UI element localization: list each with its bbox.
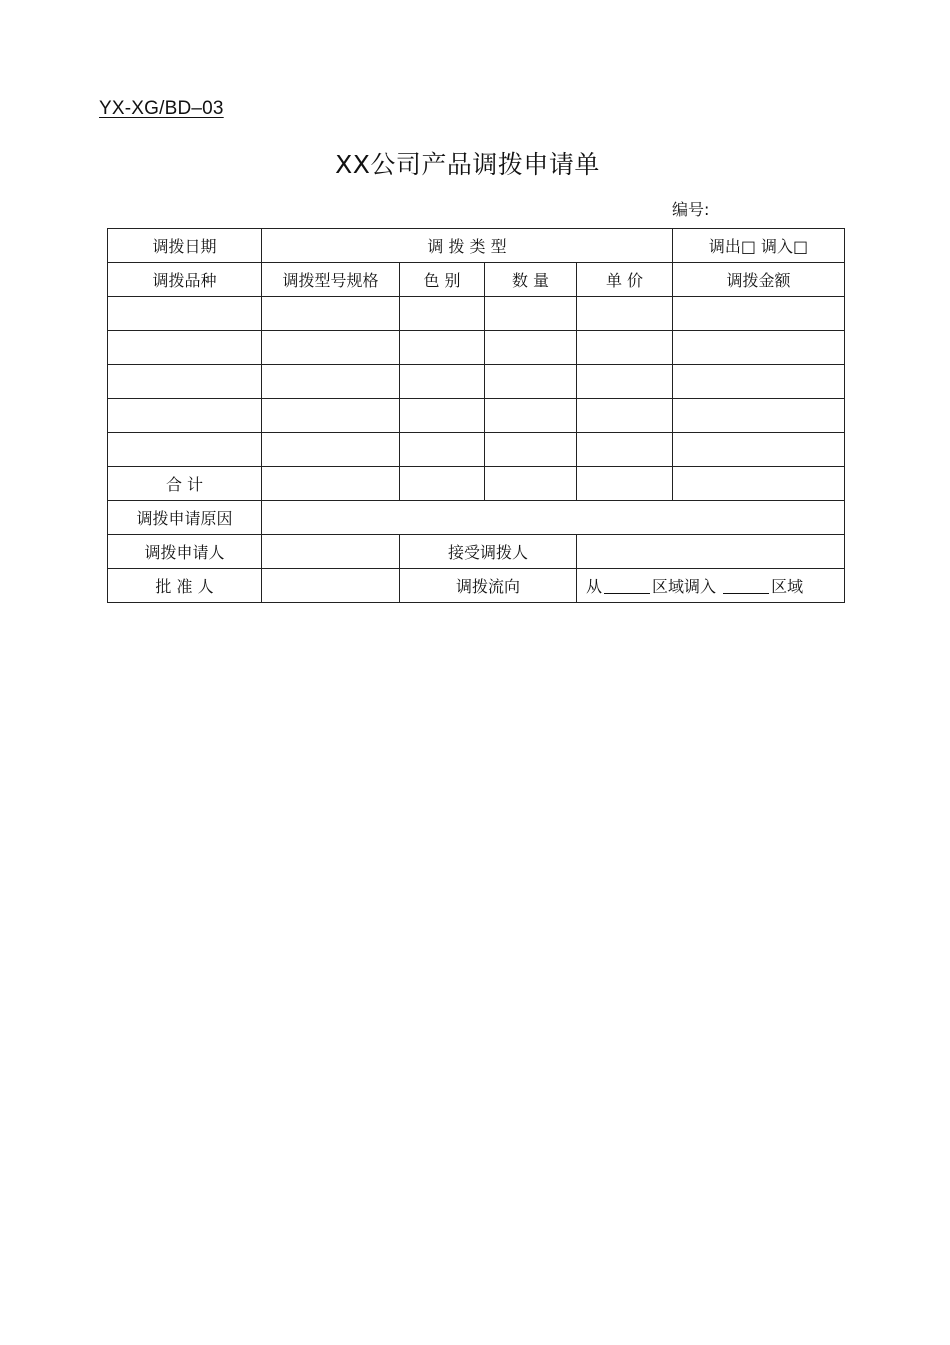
cell-variety[interactable] <box>108 365 262 399</box>
row-approver <box>108 569 845 603</box>
total-label: 合 计 <box>108 467 262 501</box>
approver-field[interactable] <box>262 569 400 603</box>
row-total <box>108 467 845 501</box>
flow-to-blank[interactable] <box>723 592 769 594</box>
cell-quantity[interactable] <box>485 297 577 331</box>
col-header-color: 色 别 <box>400 263 485 297</box>
document-code: YX-XG/BD–03 <box>99 98 224 119</box>
cell-model-spec[interactable] <box>262 331 400 365</box>
table-row <box>108 331 845 365</box>
row-applicant <box>108 535 845 569</box>
table-row <box>108 365 845 399</box>
cell-quantity[interactable] <box>485 331 577 365</box>
cell-model-spec[interactable] <box>262 433 400 467</box>
cell-quantity[interactable] <box>485 399 577 433</box>
type-label: 调 拨 类 型 <box>262 229 673 263</box>
table-row <box>108 297 845 331</box>
cell-amount[interactable] <box>673 365 845 399</box>
receiver-label: 接受调拨人 <box>400 535 577 569</box>
row-date-type <box>108 229 845 263</box>
serial-number-label: 编号: <box>672 200 710 219</box>
col-header-amount: 调拨金额 <box>673 263 845 297</box>
receiver-field[interactable] <box>577 535 845 569</box>
reason-field[interactable] <box>262 501 845 535</box>
cell-unit-price[interactable] <box>577 399 673 433</box>
total-quantity[interactable] <box>485 467 577 501</box>
reason-label: 调拨申请原因 <box>108 501 262 535</box>
cell-color[interactable] <box>400 297 485 331</box>
flow-end-text: 区域 <box>771 577 804 596</box>
cell-amount[interactable] <box>673 433 845 467</box>
cell-quantity[interactable] <box>485 433 577 467</box>
row-reason <box>108 501 845 535</box>
cell-color[interactable] <box>400 331 485 365</box>
cell-amount[interactable] <box>673 331 845 365</box>
flow-from-blank[interactable] <box>604 592 650 594</box>
table-row <box>108 433 845 467</box>
type-options[interactable]: 调出□ 调入□ <box>673 229 845 263</box>
cell-model-spec[interactable] <box>262 297 400 331</box>
cell-variety[interactable] <box>108 331 262 365</box>
transfer-form-table <box>107 228 845 603</box>
flow-label: 调拨流向 <box>400 569 577 603</box>
document-title: XX公司产品调拨申请单 <box>335 150 600 179</box>
flow-mid-text: 区域调入 <box>652 577 717 596</box>
total-model-spec[interactable] <box>262 467 400 501</box>
cell-color[interactable] <box>400 365 485 399</box>
cell-model-spec[interactable] <box>262 399 400 433</box>
table-row <box>108 399 845 433</box>
approver-label: 批 准 人 <box>108 569 262 603</box>
applicant-field[interactable] <box>262 535 400 569</box>
applicant-label: 调拨申请人 <box>108 535 262 569</box>
cell-amount[interactable] <box>673 297 845 331</box>
col-header-variety: 调拨品种 <box>108 263 262 297</box>
cell-variety[interactable] <box>108 297 262 331</box>
flow-field[interactable] <box>577 569 845 603</box>
date-label: 调拨日期 <box>108 229 262 263</box>
cell-amount[interactable] <box>673 399 845 433</box>
col-header-unit-price: 单 价 <box>577 263 673 297</box>
flow-from-text: 从 <box>586 577 603 596</box>
total-color[interactable] <box>400 467 485 501</box>
row-column-headers <box>108 263 845 297</box>
cell-color[interactable] <box>400 399 485 433</box>
cell-color[interactable] <box>400 433 485 467</box>
total-amount[interactable] <box>673 467 845 501</box>
col-header-model-spec: 调拨型号规格 <box>262 263 400 297</box>
cell-variety[interactable] <box>108 399 262 433</box>
cell-quantity[interactable] <box>485 365 577 399</box>
total-unit-price[interactable] <box>577 467 673 501</box>
cell-unit-price[interactable] <box>577 297 673 331</box>
cell-model-spec[interactable] <box>262 365 400 399</box>
cell-unit-price[interactable] <box>577 365 673 399</box>
col-header-quantity: 数 量 <box>485 263 577 297</box>
cell-unit-price[interactable] <box>577 331 673 365</box>
cell-variety[interactable] <box>108 433 262 467</box>
cell-unit-price[interactable] <box>577 433 673 467</box>
